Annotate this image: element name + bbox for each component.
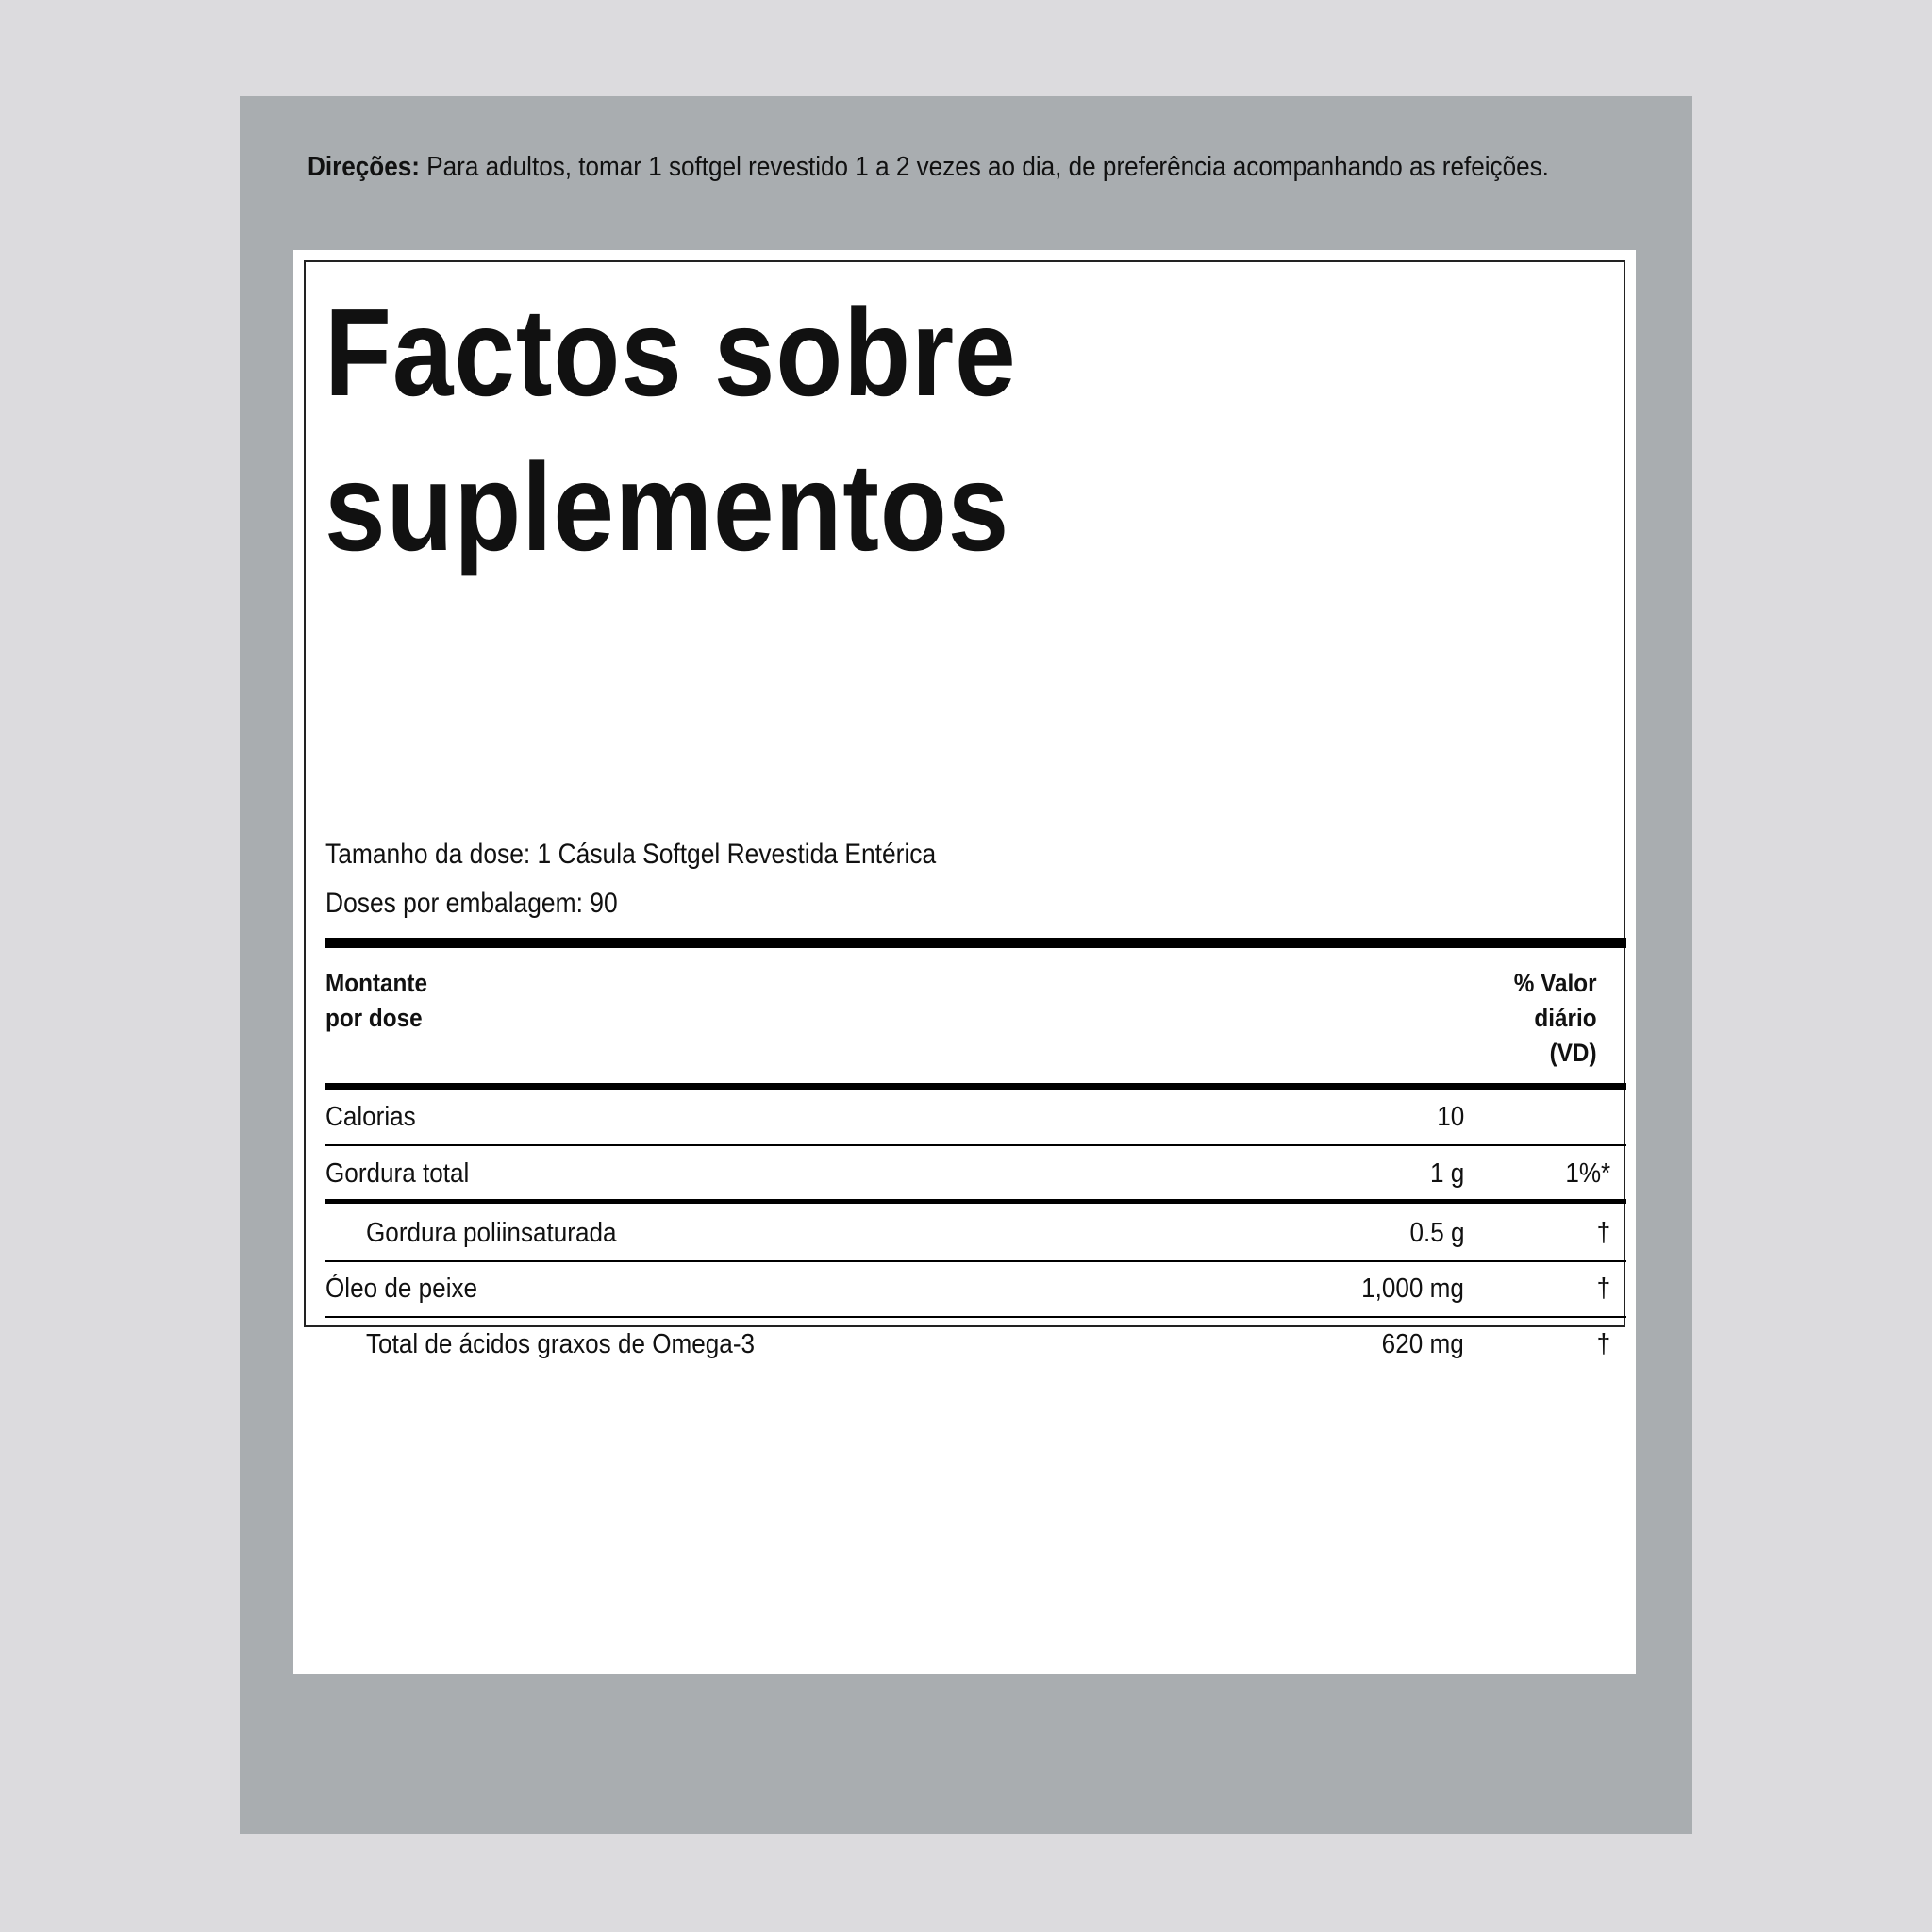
nutrient-row bbox=[325, 1090, 1626, 1144]
header-left-line2: por dose bbox=[325, 1004, 423, 1032]
nutrient-dv: 1%* bbox=[1565, 1158, 1610, 1189]
header-right-line1: % Valor bbox=[1514, 969, 1597, 997]
daily-value-header bbox=[1514, 966, 1597, 1071]
supplement-facts-box bbox=[304, 260, 1625, 1359]
nutrient-row bbox=[325, 1261, 1626, 1316]
nutrient-amount: 620 mg bbox=[1381, 1329, 1464, 1359]
nutrient-dv: † bbox=[1596, 1329, 1610, 1359]
amount-per-serving-header bbox=[325, 966, 427, 1036]
facts-title-line1: Factos sobre bbox=[325, 283, 1017, 422]
nutrient-name: Total de ácidos graxos de Omega-3 bbox=[366, 1329, 756, 1359]
servings-per-container: Doses por embalagem: 90 bbox=[325, 888, 618, 919]
nutrient-name: Gordura poliinsaturada bbox=[366, 1218, 617, 1248]
nutrient-row bbox=[325, 1317, 1626, 1372]
nutrient-name: Gordura total bbox=[325, 1158, 470, 1189]
thick-divider bbox=[325, 938, 1626, 948]
medium-divider bbox=[325, 1083, 1626, 1090]
nutrient-name: Calorias bbox=[325, 1102, 416, 1132]
nutrient-amount: 1 g bbox=[1429, 1158, 1464, 1189]
directions-label: Direções: bbox=[308, 152, 420, 182]
facts-title-line2: suplementos bbox=[325, 438, 1010, 576]
nutrient-amount: 1,000 mg bbox=[1361, 1274, 1464, 1304]
header-left-line1: Montante bbox=[325, 969, 427, 997]
serving-size: Tamanho da dose: 1 Cásula Softgel Revestida Entérica bbox=[325, 839, 937, 870]
medium-divider bbox=[325, 1199, 1626, 1204]
label-panel bbox=[240, 96, 1692, 1834]
facts-title bbox=[325, 275, 1017, 585]
supplement-label bbox=[293, 250, 1636, 1674]
nutrient-dv: † bbox=[1596, 1274, 1610, 1304]
directions-text: Para adultos, tomar 1 softgel revestido 1 a 2 vezes ao dia, de preferência acompanhando as refeições. bbox=[426, 152, 1549, 182]
nutrient-name: Óleo de peixe bbox=[325, 1274, 478, 1304]
nutrient-row bbox=[325, 1146, 1626, 1201]
directions bbox=[308, 147, 1632, 187]
header-right-line3: (VD) bbox=[1550, 1039, 1597, 1067]
nutrient-amount: 10 bbox=[1436, 1102, 1464, 1132]
nutrient-amount: 0.5 g bbox=[1408, 1218, 1464, 1248]
nutrient-dv: † bbox=[1596, 1218, 1610, 1248]
nutrient-row bbox=[325, 1206, 1626, 1260]
header-right-line2: diário bbox=[1534, 1004, 1597, 1032]
